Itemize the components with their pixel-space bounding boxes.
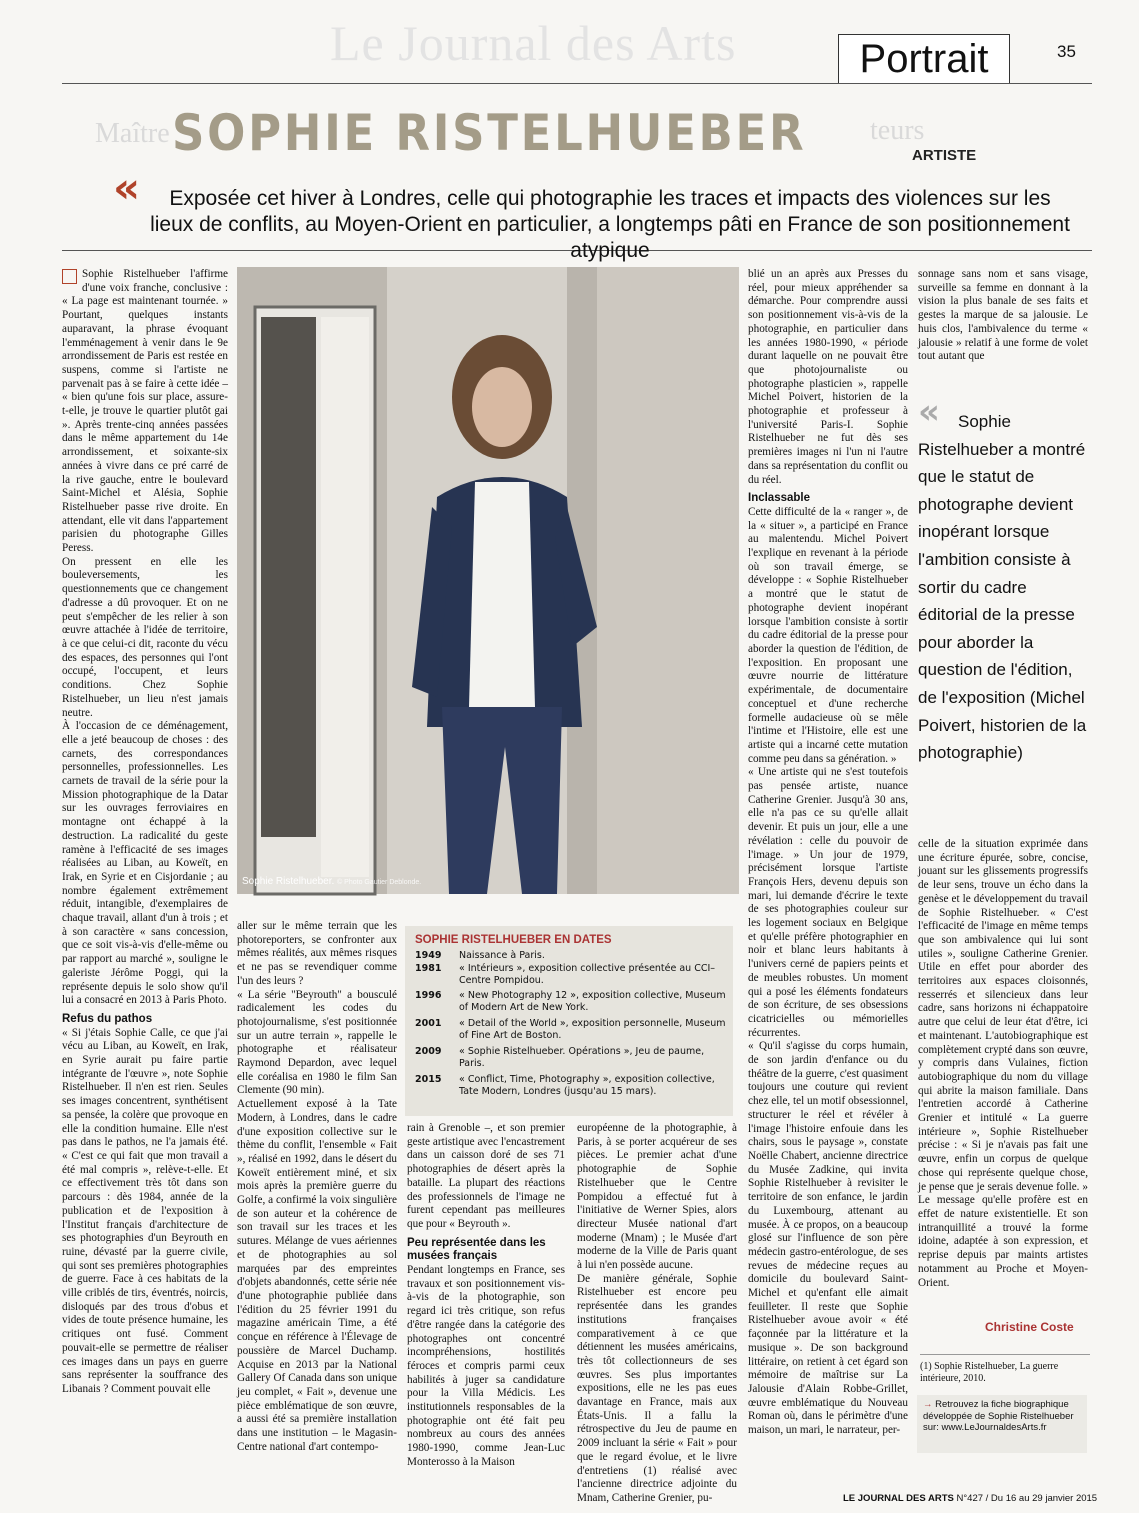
column-1 [62, 268, 228, 1480]
showthrough-left: Maître [95, 118, 170, 149]
date-event: « Detail of the World », exposition personnelle, Museum of Fine Art de Boston. [459, 1018, 726, 1041]
date-year: 1996 [415, 990, 442, 1001]
footnote: (1) Sophie Ristelhueber, La guerre intérieure, 2010. [920, 1354, 1090, 1385]
paragraph: « Si j'étais Sophie Calle, ce que j'ai vécu au Liban, au Koweït, en Irak, en Syrie aurait pu faire partie intégrante de l'œuvre », note Sophie Ristelhueber. Il n'en est rien. Seules ses images concentrent, synthétisent sa pensée, la colère que provoque en elle la condition humaine. Elle n'est pas dans le pathos, ne l'a jamais été. « C'est ce qui fait que mon travail a été mal compris », relève-t-elle. Et ce effectivement très tôt dans son parcours : dès 1984, année de la publication et de l'exposition à l'Institut français d'architecture de ses photographies d'un Beyrouth en ruine, dévasté par la guerre civile, qui sont ses premières photographies de guerre. Face à ces habitats de la ville criblés de tirs, éventrés, noircis, disloqués par des trous d'obus et vides de toute présence humaine, les critiques ont fusé. Comment pouvait-elle se permettre de réaliser ces images dans un pays en guerre sans représenter la souffrance des Libanais ? Comment pouvait elle [62, 1026, 228, 1395]
portrait-photo [237, 267, 739, 894]
paragraph: Sophie Ristelhueber l'affirme d'une voix franche, conclusive : « La page est maintenant tournée. » Pourtant, quelques instants auparavant, la phrase évoquant l'emménagement à venir dans le 9e arrondissement de Paris est restée en suspens, comme si l'artiste ne parvenait pas à se faire à cette idée – « bien qu'une fois sur place, assure-t-elle, je trouve le quartier plutôt gai ». Après trente-cinq années passées dans le même appartement du 14e arrondissement, et soixante-six années à vivre dans ce pré carré de la rive gauche, entre le boulevard Saint-Michel et Alésia, Sophie Ristelhueber passe rive droite. En attendant, elle vit dans l'appartement parisien du photographe Gilles Peress. [62, 268, 228, 555]
section-rubric [838, 34, 1010, 84]
author-signature: Christine Coste [985, 1320, 1074, 1334]
column-5-top [918, 268, 1088, 380]
article-title: SOPHIE RISTELHUEBER [172, 104, 807, 162]
pull-quote-mark: « [918, 392, 940, 432]
paragraph: aller sur le même terrain que les photoreporters, se confronter aux mêmes réalités, aux mêmes risques et ne pas se revendiquer comme l'un des leurs ? [237, 920, 397, 987]
column-5-bottom [918, 838, 1088, 1314]
footer-publication: LE JOURNAL DES ARTS [843, 1493, 954, 1504]
photo-credit: © Photo Gautier Deblonde. [337, 879, 422, 886]
paragraph: Actuellement exposé à la Tate Modern, à Londres, dans le cadre d'une exposition collective sur le thème du conflit, l'ensemble « Fait », réalisé en 1992, dans le désert du Koweït entièrement miné, et six mois après la première guerre du Golfe, a confirmé la voix singulière de son auteur et la cohérence de son travail sur les traces et les sutures. Mélange de vues aériennes et de photographies au sol marquées par des empreintes d'objets abandonnés, cette série née d'une photographie publiée dans l'édition du 25 février 1991 du magazine américain Time, a été conçue en référence à l'Élevage de poussière de Marcel Duchamp. Acquise en 2013 par la National Gallery Of Canada dans son unique jeu complet, « Fait », devenue une pièce emblématique de son œuvre, a aussi été sa première installation dans une institution – le Magasin-Centre national d'art contempo- [237, 1098, 397, 1453]
paragraph: Cette difficulté de la « ranger », de la « situer », a participé en France au malentendu. Michel Poivert l'explique en revenant à la période où son travail émerge, se développe : « Sophie Ristelhueber a montré que le statut de photographe devient inopérant lorsque l'ambition consiste à sortir du cadre éditorial de la presse pour aborder la question de l'édition, de l'exposition. En proposant une œuvre nourrie de littérature expérimentale, de documentaire conceptuel et d'une recherche formelle audacieuse où se mêle l'intime et l'Histoire, elle est une artiste qui a incarné cette mutation comme peu dans sa génération. » [748, 505, 908, 765]
header-rule [62, 83, 1092, 84]
paragraph: blié un an après aux Presses du réel, pour mieux appréhender sa démarche. Pour comprendre aussi son positionnement vis-à-vis de la photographie, en particulier dans les années 1980-1990, « période durant laquelle on ne pouvait être que photojournaliste ou photographe plasticien », rappelle Michel Poivert, historien de la photographie et professeur à l'université Paris-I. Sophie Ristelhueber ne fut dès ses premières images ni l'un ni l'autre dans sa représentation du conflit ou du réel. [748, 268, 908, 486]
paragraph: celle de la situation exprimée dans une écriture épurée, sobre, concise, jouant sur les glissements progressifs de leur sens, trouve un écho dans la genèse et le développement du travail de Sophie Ristelhueber. « C'est l'efficacité de l'image en même temps que son ambivalence qui lui sont utiles », souligne Catherine Grenier. Utile en effet pour aborder des territoires aux espaces cloisonnés, resserrés et silencieux dans leur cadre, sans horizons ni échappatoire autre que celui de leur état d'être, ici et maintenant. L'autobiographique est complètement crypté dans son œuvre, y compris dans Vulaines, fiction autobiographique du nom du village qui abrite la maison familiale. Dans l'entretien accordé à Catherine Grenier et intitulé « La guerre intérieure », Sophie Ristelhueber précise : « Si je n'avais pas fait une œuvre, enfin un corpus de quelque chose qui représente quelque chose, je pense que je serais devenue folle. » Le message qu'elle profère est en effet de nature existentielle. Et son intranquillité a trouvé la forme idoine, adaptée à son expression, et reprise depuis par maints artistes notamment au Proche et Moyen-Orient. [918, 838, 1088, 1289]
portrait-image [237, 267, 739, 894]
article-deck: Exposée cet hiver à Londres, celle qui photographie les traces et impacts des violences sur les lieux de conflits, au Moyen-Orient en particulier, a longtemps pâti en France de son positionnement atypique [150, 187, 1070, 262]
paragraph: Pendant longtemps en France, ses travaux et son positionnement vis-à-vis de la photographie, son regard ici très critique, son refus d'être rangée dans la catégorie des photographes ont concentré incompréhensions, hostilités féroces et compris parmi ceux habilités à juger sa candidature pour la Villa Médicis. Les institutionnels responsables de la photographie ont été fait peu nombreux au cours des années 1980-1990, comme Jean-Luc Monterosso à la Maison [407, 1264, 565, 1468]
date-year: 1949 [415, 950, 442, 961]
deck-quote-mark: « [113, 163, 141, 212]
dates-heading: SOPHIE RISTELHUEBER EN DATES [415, 934, 612, 946]
caption-text: Sophie Ristelhueber. [242, 876, 335, 887]
date-event: « Conflict, Time, Photography », exposition collective, Tate Modern, Londres (jusqu'au 15 mars). [459, 1074, 715, 1097]
page-footer [843, 1493, 1097, 1504]
footer-dates: / Du 16 au 29 janvier 2015 [985, 1493, 1098, 1504]
paragraph: De manière générale, Sophie Ristelhueber est encore peu représentée dans les grandes institutions françaises comparativement à ce que détiennent les musées américains, très tôt collectionneurs de ses œuvres. Ses plus importantes expositions, elle ne les pas eues davantage en France, mais aux États-Unis. Il a fallu la rétrospective du Jeu de paume en 2009 incluant la série « Fait » pour que le regard évolue, et le livre d'entretiens (1) réalisé avec l'ancienne directrice adjointe du Mnam, Catherine Grenier, pu- [577, 1272, 737, 1504]
column-2 [237, 920, 397, 1480]
masthead-showthrough: Le Journal des Arts [330, 15, 737, 71]
pull-quote [918, 408, 1088, 767]
date-event: « Intérieurs », exposition collective présentée au CCI–Centre Pompidou. [459, 963, 716, 986]
paragraph: « La série "Beyrouth" a bousculé radicalement les codes du photojournalisme, s'est positionnée sur un autre terrain », rappelle le photographe et réalisateur Raymond Depardon, avec lequel elle coréalisa en 1980 le film San Clemente (90 min). [237, 988, 397, 1097]
web-promo-box [917, 1395, 1087, 1453]
date-year: 1981 [415, 963, 442, 974]
rubric-label: Portrait [859, 37, 989, 81]
promo-text: Retrouvez la fiche biographique développée de Sophie Ristelhueber sur: www.LeJournaldesArts.fr [923, 1399, 1074, 1433]
pull-quote-text: Sophie Ristelhueber a montré que le statut de photographe devient inopérant lorsque l'ambition consiste à sortir du cadre éditorial de la presse pour aborder la question de l'édition, de l'exposition (Michel Poivert, historien de la photographie) [918, 412, 1087, 763]
date-year: 2015 [415, 1074, 442, 1085]
paragraph: À l'occasion de ce déménagement, elle a jeté beaucoup de choses : des carnets, des correspondances personnelles, professionnelles. Les carnets de travail de la série pour la Mission photographique de la Datar sur les ouvrages ferroviaires en montagne ont échappé à la destruction. La radicalité du geste ramène à l'efficacité de ses images réalisées au Liban, au Koweït, en Irak, en Syrie et en Cisjordanie ; au nombre également extrêmement réduit, intangible, d'exemplaires de chaque travail, allant d'un à trois ; et à son caractère « sans concession, que ce soit vis-à-vis d'elle-même ou par rapport au marché », souligne le galeriste Jérôme Poggi, qui la représente depuis le solo show qu'il lui a consacré en 2013 à Paris Photo. [62, 720, 228, 1007]
paragraph: « Qu'il s'agisse du corps humain, de son jardin d'enfance ou du théâtre de la guerre, c'est quasiment toujours une couture qui revient chez elle, tel un motif obsessionnel, structurer le réel et révéler à l'image l'histoire enfouie dans les chairs, sous le paysage », constate Noëlle Chabert, ancienne directrice du Musée Zadkine, qui invita Sophie Ristelhueber à revisiter le territoire de son enfance, le jardin du Luxembourg, attenant au musée. À ce propos, on a beaucoup glosé sur l'influence de son père médecin gastro-entérologue, de ses revues de médecine reçues au domicile du boulevard Saint-Michel et qu'enfant elle aimait feuilleter. Il reste que Sophie Ristelhueber avoue avoir « été façonnée par la littérature et la musique ». De son background littéraire, on retient à cet égard son mémoire de maîtrise sur La Jalousie d'Alain Robbe-Grillet, œuvre emblématique du Nouveau Roman où, dans le périmètre d'une maison, un mari, le narrateur, per- [748, 1040, 909, 1437]
paragraph: « Une artiste qui ne s'est toutefois pas pensée artiste, nuance Catherine Grenier. Jusqu'à 30 ans, elle n'a pas ce su qu'elle allait devenir. Et puis un jour, elle a une révélation : celle du pouvoir de l'image. » Un jour de 1979, précisément lorsque l'artiste François Hers, devenu depuis son mari, lui demande d'écrire le texte de ses photographies couleur sur les logement sociaux en Belgique et qu'elle préfère photographier en noir et blanc leurs habitants à l'univers cerné de papiers peints et de meubles robustes. Un moment qui a posé les éléments fondateurs de son écriture, de ses obsessions cicatricielles ou mémorielles récurrentes. [748, 766, 908, 1039]
subhead-inclassable: Inclassable [748, 492, 811, 505]
subhead-pathos: Refus du pathos [62, 1012, 153, 1025]
date-event: « New Photography 12 », exposition collective, Museum of Modern Art de New York. [459, 990, 726, 1013]
column-3 [407, 1122, 565, 1480]
arrow-icon: → [923, 1399, 936, 1410]
date-event: Naissance à Paris. [459, 950, 545, 961]
photo-caption [242, 876, 421, 887]
paragraph: On pressent en elle les bouleversements, les questionnements que ce changement d'adresse a dû provoquer. Et on ne peut s'empêcher de les relier à son œuvre attachée à l'idée de territoire, à ce que celui-ci dit, raconte du vécu des espaces, des personnes qui l'ont occupé, l'occupent, et leurs conditions. Chez Sophie Ristelhueber, un lieu n'est jamais neutre. [62, 555, 228, 719]
dates-box [405, 926, 733, 1116]
subhead-musees: Peu représentée dans les musées français [407, 1236, 546, 1263]
paragraph: sonnage sans nom et sans visage, surveille sa femme en donnant à la vision la plus banale de ses faits et gestes la marque de sa jalousie. Le huis clos, l'ambivalence du terme « jalousie » relatif à une forme de volet tout autant que [918, 268, 1088, 363]
article-role: ARTISTE [912, 147, 977, 164]
footer-issue: N°427 [956, 1493, 984, 1504]
paragraph: rain à Grenoble –, et son premier geste artistique avec l'encastrement dans un caisson doré de ses 71 photographies de désert après la bataille. La plupart des réactions des professionnels de l'image ne furent cependant pas meilleures que pour « Beyrouth ». [407, 1122, 565, 1230]
page-number: 35 [1057, 42, 1076, 61]
paragraph: européenne de la photographie, à Paris, à se porter acquéreur de ses pièces. Le premier achat d'une photographie de Sophie Ristelhueber que le Centre Pompidou a effectué fut à l'initiative de Werner Spies, alors directeur Musée national d'art moderne (Mnam) ; le Musée d'art moderne de la Ville de Paris quant à lui n'en possède aucune. [577, 1122, 737, 1272]
column-3b [577, 1122, 737, 1504]
lead-square-icon [62, 269, 77, 284]
date-event: « Sophie Ristelhueber. Opérations », Jeu de paume, Paris. [459, 1046, 705, 1069]
date-year: 2001 [415, 1018, 442, 1029]
showthrough-right: teurs [870, 115, 925, 146]
column-4 [748, 268, 908, 1480]
date-year: 2009 [415, 1046, 442, 1057]
